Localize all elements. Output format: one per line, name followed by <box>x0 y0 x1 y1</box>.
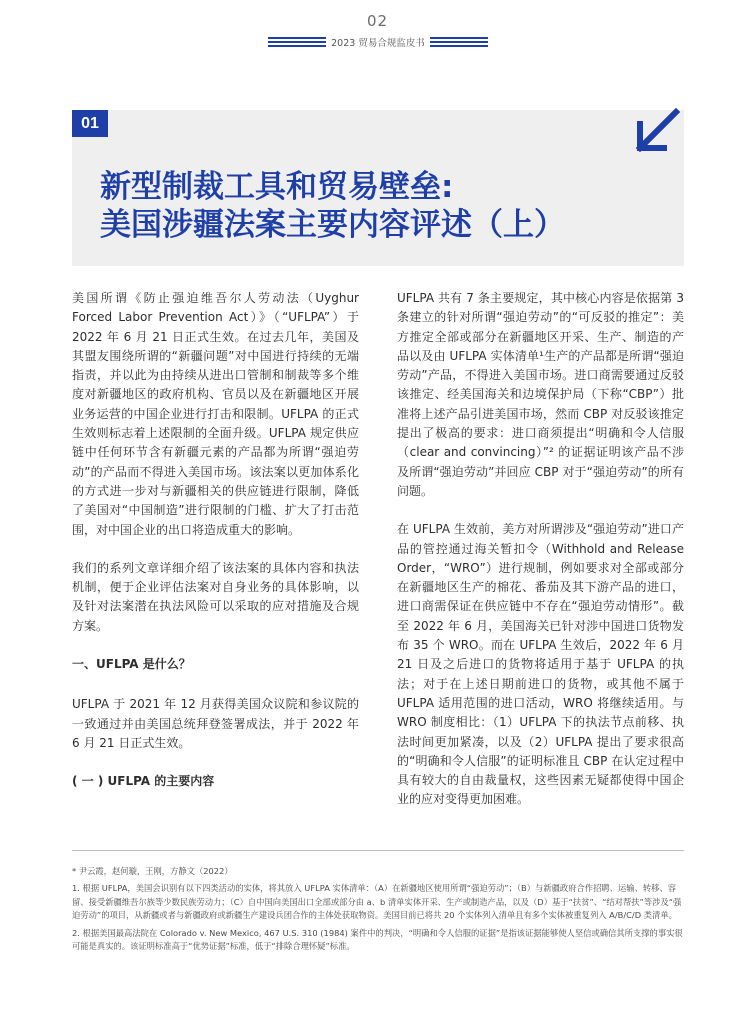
intro-paragraph: 美国所谓《防止强迫维吾尔人劳动法（Uyghur Forced Labor Prevention Act）》（“UFLPA”）于 2022 年 6 月 21 日正式生效。在过去几年，美国及其盟友围绕所谓的“新疆问题”对中国进行持续的无端指责，并以此为由持续从进出口管制和制裁等多个维度对新疆地区的政府机构、官员以及在新疆地区开展业务运营的中国企业进行打击和限制。UFLPA 的正式生效则标志着上述限制的全面升级。UFLPA 规定供应链中任何环节含有新疆元素的产品都为所谓“强迫劳动”的产品而不得进入美国市场。该法案以更加体系化的方式进一步对与新疆相关的供应链进行限制，降低了美国对“中国制造”进行限制的门槛、扩大了打击范围，对中国企业的出口将造成重大的影响。 <box>72 291 359 537</box>
presumption-paragraph: UFLPA 共有 7 条主要规定，其中核心内容是依据第 3 条建立的针对所谓“强迫劳动”的“可反驳的推定”：美方推定全部或部分在新疆地区开采、生产、制造的产品以及由 UFLPA 实体清单¹生产的产品都是所谓“强迫劳动”产品，不得进入美国市场。进口商需要通过反驳该推定、经美国海关和边境保护局（下称“CBP”）批准将上述产品引进美国市场，然而 CBP 对反驳该推定提出了极高的要求：进口商须提出“明确和令人信服（clear and convincing）”² 的证据证明该产品不涉及所谓“强迫劳动”并回应 CBP 对于“强迫劳动”的所有问题。 <box>397 291 684 498</box>
section-title-line-1: 新型制裁工具和贸易壁垒: <box>100 169 454 205</box>
running-title: 2023 贸易合规监皮书 <box>331 38 425 49</box>
section-number-badge: 01 <box>72 110 108 137</box>
footnote-1: 1. 根据 UFLPA，美国会识别有以下四类活动的实体，将其放入 UFLPA 实体清单：（A）在新疆地区使用所谓“强迫劳动”；（B）与新疆政府合作招聘、运输、转移、容留、接受新疆维吾尔族等少数民族劳动力；（C）自中国向美国出口全部或部分由 a、b 清单实体开采、生产或制造产品，以及（D）基于“扶贫”、“结对帮扶”等涉及“强迫劳动”的项目，从新疆或者与新疆政府或新疆生产建设兵团合作的主体处获取物资。美国目前已将共 20 个实体列入清单且有多个实体被重复列入 A/B/C/D 类清单。 <box>72 883 682 921</box>
left-column <box>72 289 359 813</box>
heading-what-is-uflpa: 一、UFLPA 是什么？ <box>72 657 191 672</box>
footnotes <box>72 850 684 957</box>
heading-main-content: ( 一 ) UFLPA 的主要内容 <box>72 774 215 789</box>
series-paragraph: 我们的系列文章详细介绍了该法案的具体内容和执法机制，便于企业评估法案对自身业务的具体影响，以及针对法案潜在执法风险可以采取的应对措施及合规方案。 <box>72 560 359 633</box>
wro-paragraph: 在 UFLPA 生效前，美方对所谓涉及“强迫劳动”进口产品的管控通过海关暂扣令（Withhold and Release Order，“WRO”）进行规制，例如要求对全部或部分在新疆地区生产的棉花、番茄及其下游产品的进口，进口商需保证在供应链中不存在“强迫劳动情形”。截至 2022 年 6 月，美国海关已针对涉中国进口货物发布 35 个 WRO。而在 UFLPA 生效后，2022 年 6 月 21 日及之后进口的货物将适用于基于 UFLPA 的执法；对于在上述日期前进口的货物，或其他不属于 UFLPA 适用范围的进口活动，WRO 将继续适用。与 WRO 制度相比：（1）UFLPA 下的执法节点前移、执法时间更加紧凑，以及（2）UFLPA 提出了要求很高的“明确和令人信服”的证明标准且 CBP 在认定过程中具有较大的自由裁量权，这些因素无疑都使得中国企业的应对变得更加困难。 <box>397 522 684 807</box>
running-header <box>0 37 755 51</box>
enactment-paragraph: UFLPA 于 2021 年 12 月获得美国众议院和参议院的一致通过并由美国总统拜登签署成法，并于 2022 年 6 月 21 日正式生效。 <box>72 697 359 750</box>
footnote-authors: * 尹云霞，赵何璇，王刚，方静文（2022） <box>72 866 233 876</box>
header-stripes-right <box>430 37 488 51</box>
arrow-down-left-icon <box>632 108 680 156</box>
section-title-line-2: 美国涉疆法案主要内容评述（上） <box>100 207 565 243</box>
right-column <box>397 289 684 829</box>
footnote-2: 2. 根据美国最高法院在 Colorado v. New Mexico, 467 U.S. 310 (1984) 案件中的判决，“明确和令人信服的证据”是指该证据能够使人坚信或确信其所支撑的事实很可能是真实的。该证明标准高于“优势证据”标准，低于“排除合理怀疑”标准。 <box>72 927 683 952</box>
header-stripes-left <box>268 37 326 51</box>
section-title <box>100 168 660 244</box>
page-number: 02 <box>366 12 389 30</box>
